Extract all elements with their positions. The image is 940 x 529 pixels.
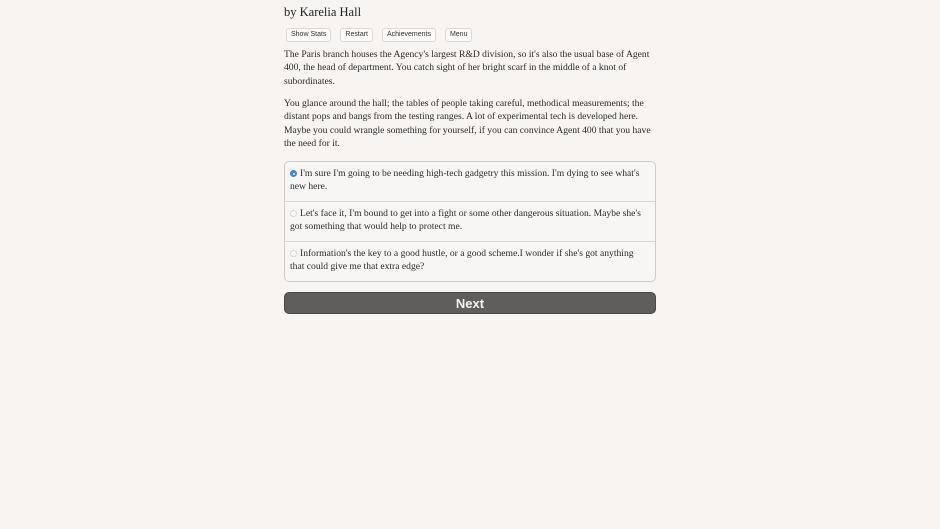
menu-button[interactable]: Menu: [445, 28, 473, 42]
radio-unselected-icon[interactable]: [290, 250, 297, 257]
choice-label: Information's the key to a good hustle, or a good scheme.I wonder if she's got anything that could give me that extra edge?: [290, 248, 634, 273]
author-byline: by Karelia Hall: [284, 5, 362, 19]
restart-button[interactable]: Restart: [340, 28, 373, 42]
toolbar: [286, 28, 472, 42]
choice-option-1[interactable]: [285, 162, 655, 201]
next-button[interactable]: Next: [284, 292, 656, 314]
radio-selected-icon[interactable]: [290, 170, 297, 177]
story-paragraph: You glance around the hall; the tables of people taking careful, methodical measurements; the distant pops and bangs from the testing ranges. A lot of experimental tech is developed here. Maybe you could wrangle something for yourself, if you can convince Agent 400 that you have the need for it.: [284, 98, 651, 150]
story-paragraph: The Paris branch houses the Agency's largest R&D division, so it's also the usual base of Agent 400, the head of department. You catch sight of her bright scarf in the middle of a knot of subordinates.: [284, 49, 650, 87]
choice-list: [284, 161, 656, 282]
show-stats-button[interactable]: Show Stats: [286, 28, 331, 42]
achievements-button[interactable]: Achievements: [382, 28, 436, 42]
choice-label: I'm sure I'm going to be needing high-tech gadgetry this mission. I'm dying to see what's new here.: [290, 168, 640, 193]
choice-label: Let's face it, I'm bound to get into a fight or some other dangerous situation. Maybe she's got something that would help to protect me.: [290, 208, 641, 233]
radio-unselected-icon[interactable]: [290, 210, 297, 217]
choice-option-2[interactable]: [285, 201, 655, 241]
choice-option-3[interactable]: [285, 241, 655, 281]
